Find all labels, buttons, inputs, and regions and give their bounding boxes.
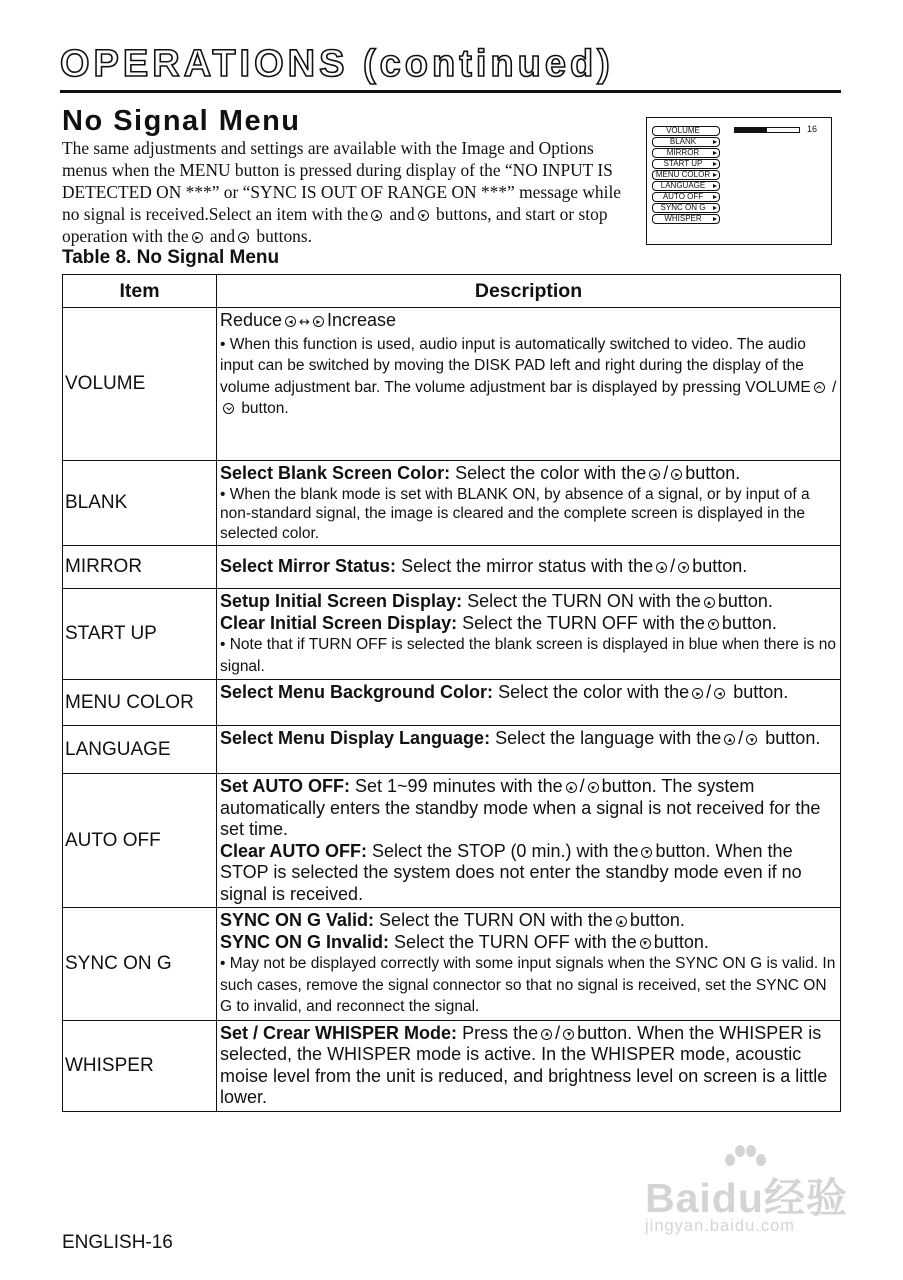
title-rule [60,90,841,93]
header-item: Item [63,275,217,308]
osd-volume-bar [734,127,800,133]
caret-right-icon [713,162,717,166]
section-heading: No Signal Menu [62,105,301,137]
up-button-icon [724,734,735,745]
down-button-icon [708,619,719,630]
table-row [63,908,841,1021]
row-item: MENU COLOR [63,680,217,726]
watermark-brand: Baidu经验 [645,1175,848,1221]
down-button-icon [640,938,651,949]
up-button-icon [566,782,577,793]
down-button-icon [588,782,599,793]
down-button-icon [418,210,429,221]
caret-right-icon [713,206,717,210]
row-description: Select Blank Screen Color: Select the color with the / button. • When the blank mode is set with BLANK ON, by absence of a signal, or by input of a non-standard signal, the image is cleared and the complete screen is displayed in the selected color. [217,461,841,546]
row-item: SYNC ON G [63,908,217,1021]
caret-right-icon [713,195,717,199]
row-description: SYNC ON G Valid: Select the TURN ON with the button. SYNC ON G Invalid: Select the TURN OFF with the button. • May not be displayed correctly with some input signals when the SYNC ON G is valid. In such cases, remove the signal connector so that no signal is received, set the SYNC ON G to invalid, and reconnect the signal. [217,908,841,1021]
right-button-icon [671,469,682,480]
down-button-icon [746,734,757,745]
table-header-row [63,275,841,308]
row-item: START UP [63,589,217,680]
osd-volume-bar-fill [735,128,767,132]
right-button-icon [313,316,324,327]
right-button-icon [192,232,203,243]
baidu-watermark [645,1145,850,1245]
down-button-icon [678,562,689,573]
row-item: BLANK [63,461,217,546]
table-row [63,546,841,589]
no-signal-table [62,274,841,1112]
row-item: MIRROR [63,546,217,589]
osd-menu-item: AUTO OFF [652,192,720,202]
left-button-icon [714,688,725,699]
intro-paragraph: The same adjustments and settings are available with the Image and Options menus when the MENU button is pressed during display of the “NO INPUT IS DETECTED ON ***” or “SYNC IS OUT OF RANGE ON ***” message while no signal is received.Select an item with the and buttons, and start or stop operation with the and buttons. [62,138,622,246]
row-description: Select Menu Display Language: Select the language with the / button. [217,726,841,774]
osd-menu-item: LANGUAGE [652,181,720,191]
row-description: Select Menu Background Color: Select the color with the / button. [217,680,841,726]
volume-down-button-icon [223,403,234,414]
osd-volume-value: 16 [807,124,818,134]
page-title: OPERATIONS (continued) [60,43,614,85]
osd-menu-item: SYNC ON G [652,203,720,213]
table-caption: Table 8. No Signal Menu [62,247,280,268]
row-item: LANGUAGE [63,726,217,774]
left-button-icon [649,469,660,480]
osd-menu-item: MIRROR [652,148,720,158]
up-button-icon [541,1029,552,1040]
caret-right-icon [713,217,717,221]
left-button-icon [238,232,249,243]
double-arrow-icon: ↔ [299,315,310,330]
row-item: VOLUME [63,308,217,461]
table-row [63,774,841,908]
row-description: Set / Crear WHISPER Mode: Press the / button. When the WHISPER is selected, the WHISPER mode is active. In the WHISPER mode, acoustic moise level from the unit is reduced, and brightness level on screen is a little lower. [217,1020,841,1111]
row-description: Setup Initial Screen Display: Select the TURN ON with the button. Clear Initial Screen Display: Select the TURN OFF with the button. • Note that if TURN OFF is selected the blank screen is displayed in blue when there is no signal. [217,589,841,680]
row-description: Set AUTO OFF: Set 1~99 minutes with the / button. The system automatically enters the standby mode when a signal is not received for the set time. Clear AUTO OFF: Select the STOP (0 min.) with the button. When the STOP is selected the system does not enter the standby mode even if no signal is received. [217,774,841,908]
row-description: Reduce ↔ Increase • When this function is used, audio input is automatically switched to video. The audio input can be switched by moving the DISK PAD left and right during the display of the volume adjustment bar. The volume adjustment bar is displayed by pressing VOLUME / button. [217,308,841,461]
table-row [63,680,841,726]
row-description: Select Mirror Status: Select the mirror status with the / button. [217,546,841,589]
up-button-icon [656,562,667,573]
watermark-url: jingyan.baidu.com [645,1217,795,1235]
table-row [63,589,841,680]
osd-menu-item: MENU COLOR [652,170,720,180]
up-button-icon [704,597,715,608]
down-button-icon [641,847,652,858]
caret-right-icon [713,173,717,177]
table-row [63,308,841,461]
right-button-icon [692,688,703,699]
table-row [63,1020,841,1111]
osd-menu-illustration [646,117,832,245]
osd-menu-item: BLANK [652,137,720,147]
osd-menu-item: START UP [652,159,720,169]
up-button-icon [616,916,627,927]
osd-menu-item: WHISPER [652,214,720,224]
row-item: WHISPER [63,1020,217,1111]
page-footer: ENGLISH-16 [62,1232,173,1253]
osd-menu-item: VOLUME [652,126,720,136]
row-item: AUTO OFF [63,774,217,908]
up-button-icon [371,210,382,221]
caret-right-icon [713,184,717,188]
caret-right-icon [713,140,717,144]
table-row [63,461,841,546]
volume-up-button-icon [814,382,825,393]
header-description: Description [217,275,841,308]
left-button-icon [285,316,296,327]
caret-right-icon [713,151,717,155]
down-button-icon [563,1029,574,1040]
table-row [63,726,841,774]
